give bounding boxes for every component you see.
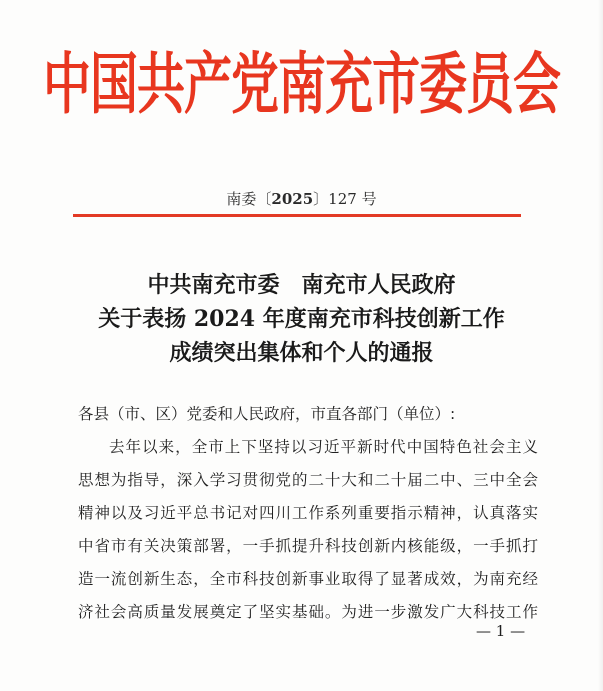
body-line: 中省市有关决策部署，一手抓提升科技创新内核能级，一手抓打 — [78, 537, 538, 555]
title-line-2: 关于表扬 2024 年度南充市科技创新工作 — [98, 306, 505, 332]
body-line: 思想为指导，深入学习贯彻党的二十大和二十届二中、三中全会 — [78, 471, 538, 489]
scan-edge-shadow — [598, 0, 603, 691]
body-line: 精神以及习近平总书记对四川工作系列重要指示精神，认真落实 — [78, 504, 538, 522]
title-line-1: 中共南充市委 南充市人民政府 — [147, 272, 456, 298]
doc-number-prefix: 南委〔 — [226, 190, 272, 208]
doc-number-suffix: 〕127 号 — [313, 190, 377, 208]
issuer-masthead: 中国共产党南充市委员会 — [42, 46, 560, 124]
document-title — [0, 268, 603, 370]
body-line: 去年以来，全市上下坚持以习近平新时代中国特色社会主义 — [109, 438, 538, 456]
red-divider-line — [73, 214, 521, 217]
page-number: — 1 — — [476, 622, 526, 640]
addressee-line: 各县（市、区）党委和人民政府，市直各部门（单位）: — [78, 405, 456, 423]
body-line: 造一流创新生态，全市科技创新事业取得了显著成效，为南充经 — [78, 570, 538, 588]
title-line-3: 成绩突出集体和个人的通报 — [169, 340, 434, 366]
body-line: 济社会高质量发展奠定了坚实基础。为进一步激发广大科技工作 — [78, 603, 538, 621]
document-number — [0, 188, 603, 209]
document-body — [78, 398, 538, 629]
doc-number-year: 2025 — [271, 190, 314, 208]
